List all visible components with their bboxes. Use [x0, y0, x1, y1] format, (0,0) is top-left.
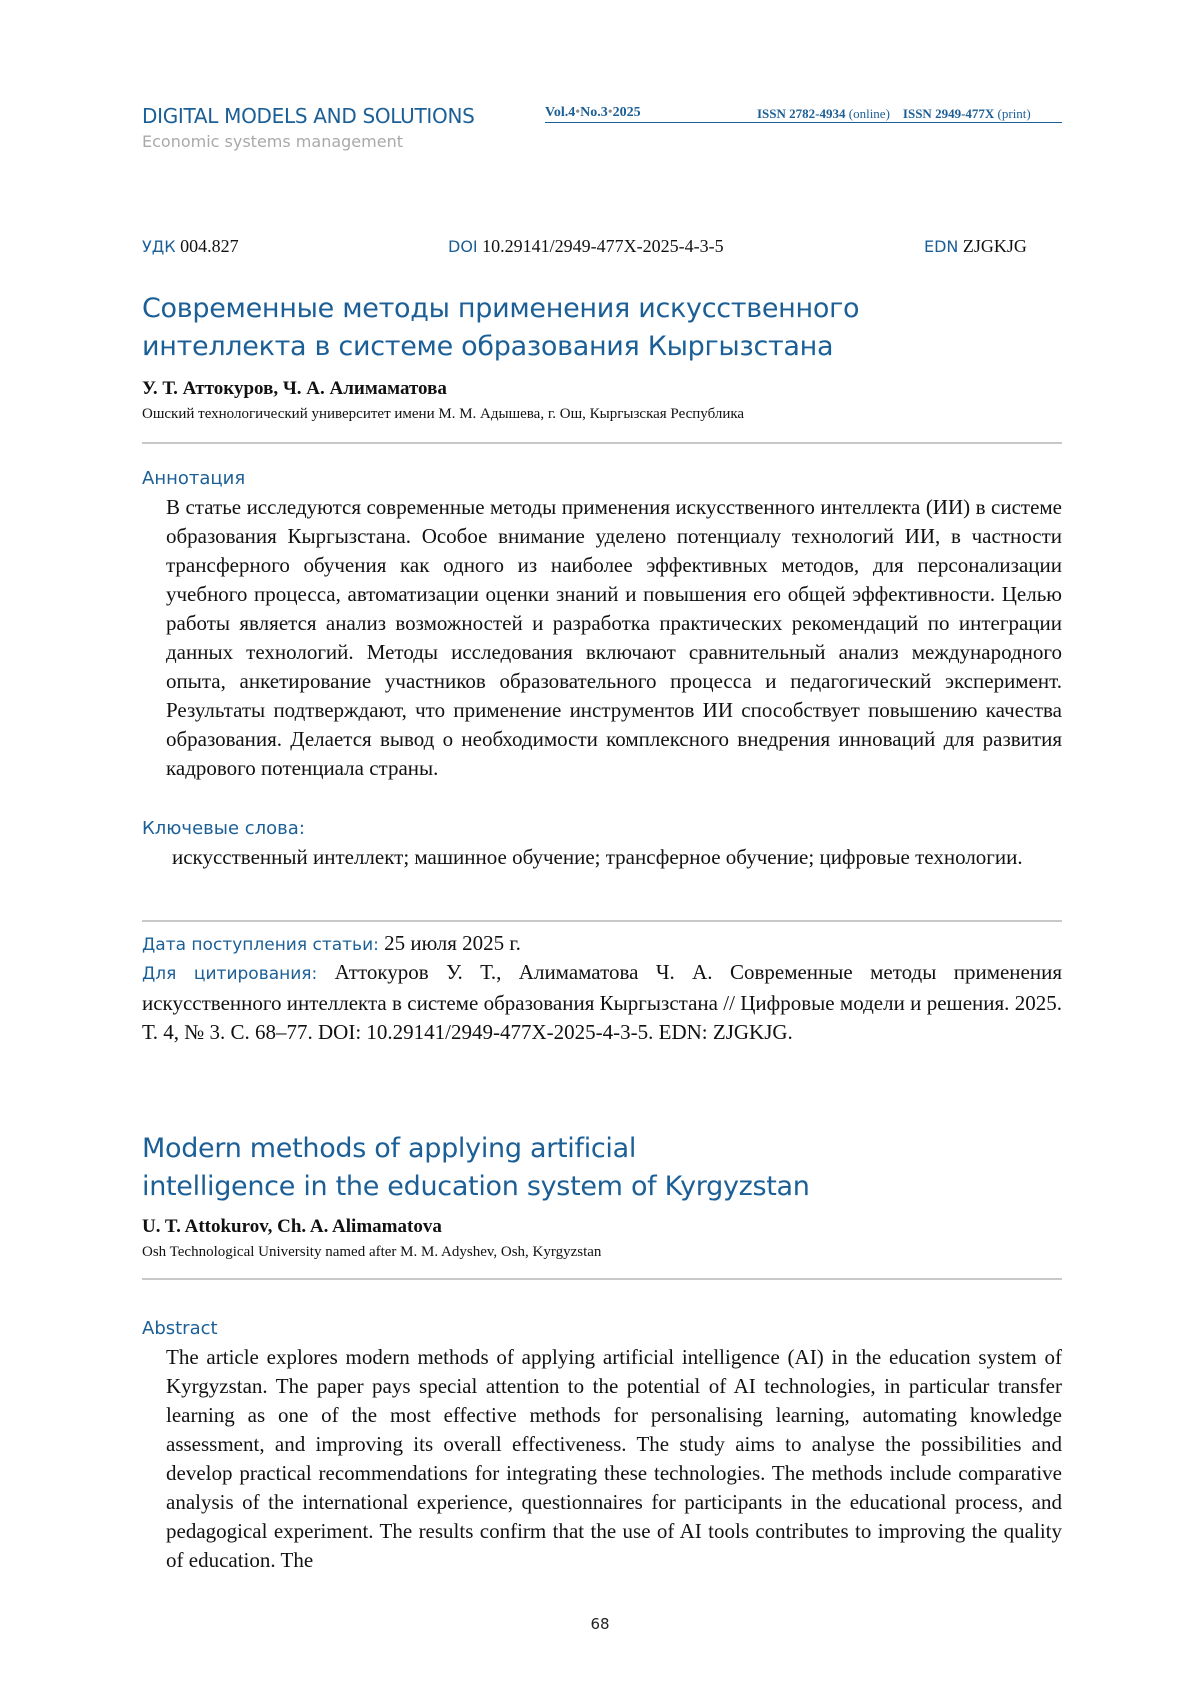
edn — [924, 236, 1027, 257]
received-date — [142, 929, 1062, 960]
udk-value: 004.827 — [180, 236, 239, 256]
abstract-heading-ru: Аннотация — [142, 468, 245, 489]
abstract-text-ru: В статье исследуются современные методы применения искусственного интеллекта (ИИ) в системе образования Кыргызстана. Особое внимание уделено потенциалу технологий ИИ, в частности трансферного обучения как одного из наиболее эффективных методов, для персонализации учебного процесса, автоматизации оценки знаний и повышения его общей эффективности. Целью работы является анализ возможностей и разработка практических рекомендаций по интеграции данных технологий. Методы исследования включают сравнительный анализ международного опыта, анкетирование участников образовательного процесса и педагогический эксперимент. Результаты подтверждают, что применение инструментов ИИ способствует повышению качества образования. Делается вывод о необходимости комплексного внедрения инноваций для развития кадрового потенциала страны. — [166, 493, 1062, 783]
issue-number: No.3 — [580, 105, 608, 120]
separator-dot: • — [608, 105, 613, 120]
volume: Vol.4 — [545, 105, 575, 120]
received-label: Дата поступления статьи: — [142, 935, 379, 955]
page-number: 68 — [0, 1615, 1200, 1633]
udk — [142, 236, 239, 257]
issue-year: 2025 — [613, 105, 641, 120]
affiliation-ru: Ошский технологический университет имени М. М. Адышева, г. Ош, Кыргызская Республика — [142, 406, 744, 423]
citation-text: Аттокуров У. Т., Алимаматова Ч. А. Современные методы применения искусственного интеллекта в системе образования Кыргызстана // Цифровые модели и решения. 2025. Т. 4, № 3. С. 68–77. DOI: 10.29141/2949-477X-2025-4-3-5. EDN: ZJGKJG. — [142, 960, 1062, 1044]
keywords-heading-ru: Ключевые слова: — [142, 818, 305, 839]
article-title-en — [142, 1130, 810, 1206]
divider — [142, 920, 1062, 922]
issn-online-note: (online) — [849, 106, 890, 121]
authors-ru: У. Т. Аттокуров, Ч. А. Алимаматова — [142, 378, 447, 400]
udk-label: УДК — [142, 237, 176, 256]
issn-online: ISSN 2782-4934 — [757, 106, 846, 121]
issn-print: ISSN 2949-477X — [903, 106, 994, 121]
edn-value: ZJGKJG — [963, 236, 1027, 256]
abstract-heading-en: Abstract — [142, 1318, 218, 1339]
citation — [142, 958, 1062, 1047]
edn-label: EDN — [924, 237, 958, 256]
issue-info — [545, 105, 641, 121]
received-value: 25 июля 2025 г. — [384, 931, 521, 955]
title-en-line2: intelligence in the education system of Kyrgyzstan — [142, 1168, 810, 1206]
keywords-text-ru: искусственный интеллект; машинное обучение; трансферное обучение; цифровые технологии. — [172, 843, 1062, 872]
journal-subtitle: Economic systems management — [142, 132, 403, 151]
issn-info — [757, 106, 1031, 122]
doi-value[interactable]: 10.29141/2949-477X-2025-4-3-5 — [482, 236, 723, 256]
issn-print-note: (print) — [998, 106, 1031, 121]
divider — [142, 442, 1062, 444]
doi-label: DOI — [448, 237, 478, 256]
citation-label: Для цитирования: — [142, 964, 317, 984]
divider — [142, 1278, 1062, 1280]
affiliation-en: Osh Technological University named after M. M. Adyshev, Osh, Kyrgyzstan — [142, 1244, 601, 1261]
abstract-text-en: The article explores modern methods of applying artificial intelligence (AI) in the education system of Kyrgyzstan. The paper pays special attention to the potential of AI technologies, in particular transfer learning as one of the most effective methods for personalising learning, automating knowledge assessment, and improving its overall effectiveness. The study aims to analyse the possibilities and develop practical recommendations for integrating these technologies. The methods include comparative analysis of the international experience, questionnaires for participants in the educational process, and pedagogical experiment. The results confirm that the use of AI tools contributes to improving the quality of education. The — [166, 1343, 1062, 1575]
header-rule — [545, 122, 1062, 123]
doi — [448, 236, 724, 257]
separator-dot: • — [575, 105, 580, 120]
authors-en: U. T. Attokurov, Ch. A. Alimamatova — [142, 1216, 442, 1238]
title-ru-line1: Современные методы применения искусственного — [142, 290, 859, 328]
journal-title: DIGITAL MODELS AND SOLUTIONS — [142, 104, 475, 128]
article-title-ru — [142, 290, 859, 366]
title-en-line1: Modern methods of applying artificial — [142, 1130, 810, 1168]
title-ru-line2: интеллекта в системе образования Кыргызстана — [142, 328, 859, 366]
